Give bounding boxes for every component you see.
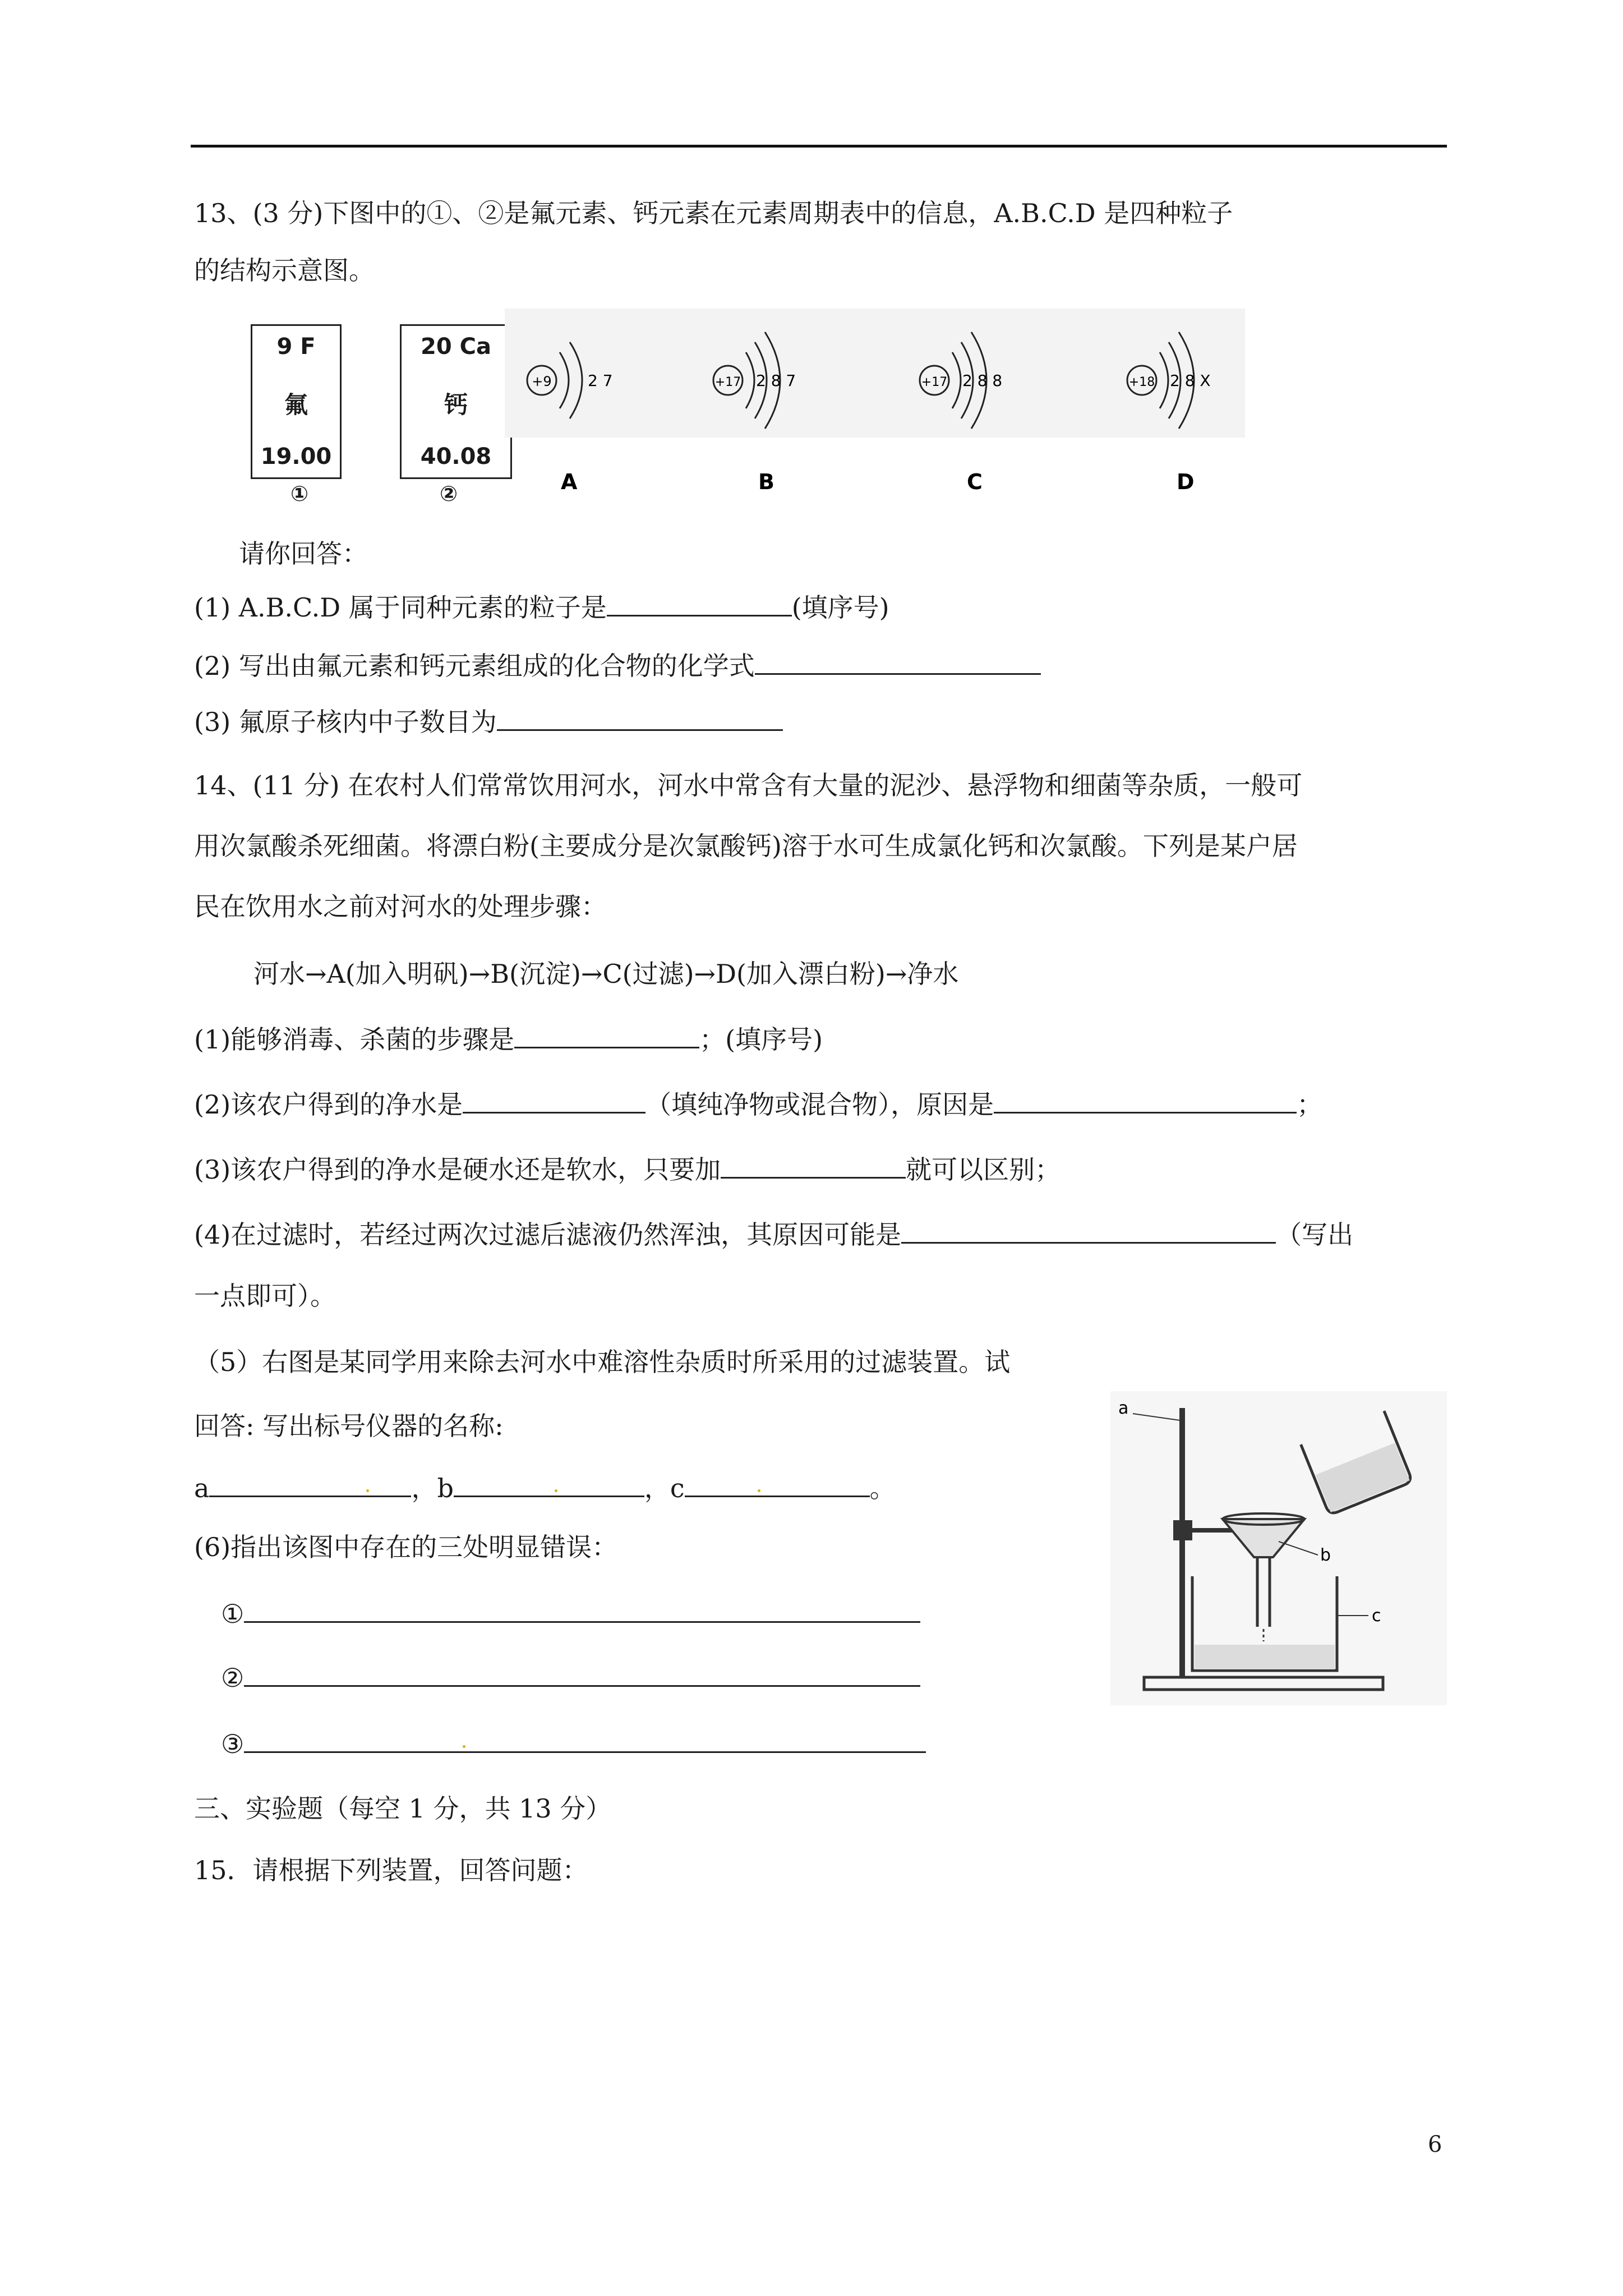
mark-dot xyxy=(366,1489,369,1492)
q14-sub1 xyxy=(194,1022,823,1056)
q14-sub2-mid: （填纯净物或混合物），原因是 xyxy=(645,1089,994,1120)
q14-error-2 xyxy=(221,1660,920,1695)
q13-sub1-text: (1) A.B.C.D 属于同种元素的粒子是 xyxy=(194,592,607,623)
header-rule xyxy=(191,145,1447,148)
particle-label-C: C xyxy=(967,470,983,494)
element-name: 钙 xyxy=(444,391,468,418)
particle-label-B: B xyxy=(758,470,774,494)
answer-blank-q14-2b[interactable] xyxy=(994,1087,1297,1114)
nucleus-charge: +17 xyxy=(714,375,741,389)
answer-blank-instrument-a[interactable] xyxy=(209,1471,411,1497)
q13-sub3 xyxy=(194,705,783,739)
figure-label-a: a xyxy=(1118,1398,1129,1418)
q15-text: 15．请根据下列装置，回答问题： xyxy=(194,1855,588,1885)
answer-blank-q14-1[interactable] xyxy=(514,1022,699,1048)
page-number: 6 xyxy=(1428,2132,1442,2157)
mark-dot xyxy=(758,1489,760,1492)
element-number-symbol: 9 F xyxy=(276,334,316,360)
answer-blank-q13-2[interactable] xyxy=(755,648,1041,675)
section-3-heading: 三、实验题（每空 1 分，共 13 分） xyxy=(194,1793,612,1824)
q14-sub6: (6)指出该图中存在的三处明显错误： xyxy=(194,1532,618,1562)
filtration-apparatus-figure xyxy=(1110,1391,1447,1705)
q14-sub3-suffix: 就可以区别； xyxy=(906,1154,1061,1185)
diagram-background xyxy=(505,309,1245,438)
q14-sub2-text: (2)该农户得到的净水是 xyxy=(194,1089,463,1120)
mark-dot xyxy=(555,1489,557,1492)
element-mass: 40.08 xyxy=(420,444,492,470)
q14-sub3 xyxy=(194,1152,1061,1186)
answer-blank-q14-2a[interactable] xyxy=(463,1087,645,1114)
error-marker-3: ③ xyxy=(221,1729,245,1759)
shell-electrons: 2 8 8 xyxy=(962,371,1003,390)
answer-blank-q14-4[interactable] xyxy=(901,1217,1276,1244)
answer-blank-error-2[interactable] xyxy=(244,1660,920,1687)
q14-sub3-text: (3)该农户得到的净水是硬水还是软水，只要加 xyxy=(194,1154,721,1185)
element-label-1: ① xyxy=(291,481,309,506)
nucleus-charge: +18 xyxy=(1128,375,1155,389)
q14-para2: 用次氯酸杀死细菌。将漂白粉(主要成分是次氯酸钙)溶于水可生成氯化钙和次氯酸。下列是某户居 xyxy=(194,831,1298,861)
q14-error-1 xyxy=(221,1596,920,1631)
q13-sub2 xyxy=(194,648,1041,683)
error-marker-1: ① xyxy=(221,1599,245,1629)
element-mass: 19.00 xyxy=(260,444,332,470)
q14-sub4-suffix: （写出 xyxy=(1276,1220,1354,1250)
q14-sub5-line2: 回答: 写出标号仪器的名称: xyxy=(194,1411,504,1441)
q13-sub2-text: (2) 写出由氟元素和钙元素组成的化合物的化学式 xyxy=(194,651,755,681)
answer-blank-error-1[interactable] xyxy=(244,1596,920,1623)
particle-label-A: A xyxy=(561,470,578,494)
q14-error-3 xyxy=(221,1727,926,1761)
shell-electrons: 2 8 X xyxy=(1170,371,1211,390)
clamp-boss xyxy=(1173,1520,1192,1540)
q14-steps: 河水→A(加入明矾)→B(沉淀)→C(过滤)→D(加入漂白粉)→净水 xyxy=(253,959,959,989)
q14-sub5-line1: （5）右图是某同学用来除去河水中难溶性杂质时所采用的过滤装置。试 xyxy=(194,1347,1011,1377)
q13-prompt: 请你回答： xyxy=(239,539,368,569)
q14-sub2-end: ； xyxy=(1297,1089,1323,1120)
filtrate-liquid xyxy=(1195,1645,1335,1669)
answer-blank-instrument-c[interactable] xyxy=(685,1471,870,1497)
element-name: 氟 xyxy=(284,391,308,418)
shell-electrons: 2 8 7 xyxy=(756,371,796,390)
answer-blank-q13-1[interactable] xyxy=(607,590,792,616)
q13-sub1-suffix: (填序号) xyxy=(791,592,889,623)
particle-label-D: D xyxy=(1177,470,1195,494)
q14-sub1-suffix: ；(填序号) xyxy=(699,1024,823,1055)
q13-line1: 13、(3 分)下图中的①、②是氟元素、钙元素在元素周期表中的信息，A.B.C.D 是四种粒子 xyxy=(194,198,1233,228)
answer-blank-error-3[interactable] xyxy=(244,1727,926,1753)
q13-line2: 的结构示意图。 xyxy=(194,255,375,286)
q14-sub5-line3 xyxy=(194,1471,896,1505)
q14-sub1-text: (1)能够消毒、杀菌的步骤是 xyxy=(194,1024,515,1055)
q14-sub4 xyxy=(194,1217,1353,1251)
q14-sub4-cont: 一点即可）。 xyxy=(194,1281,336,1311)
label-c: ，c xyxy=(644,1473,685,1503)
answer-blank-instrument-b[interactable] xyxy=(454,1471,644,1497)
q14-sub2 xyxy=(194,1087,1322,1121)
nucleus-charge: +9 xyxy=(532,374,552,389)
sentence-end: 。 xyxy=(869,1473,896,1503)
q14-para1: 14、(11 分) 在农村人们常常饮用河水，河水中常含有大量的泥沙、悬浮物和细菌等杂质，一般可 xyxy=(194,770,1303,800)
answer-blank-q14-3[interactable] xyxy=(721,1152,906,1179)
label-a: a xyxy=(194,1473,210,1503)
particle-diagrams xyxy=(505,309,1245,499)
label-b: ，b xyxy=(411,1473,454,1503)
q14-para3: 民在饮用水之前对河水的处理步骤： xyxy=(194,891,607,922)
error-marker-2: ② xyxy=(221,1663,245,1693)
element-label-2: ② xyxy=(440,481,458,506)
element-number-symbol: 20 Ca xyxy=(421,334,491,360)
nucleus-charge: +17 xyxy=(921,375,948,389)
shell-electrons: 2 7 xyxy=(588,371,613,390)
element-card-fluorine xyxy=(251,324,342,479)
q13-sub3-text: (3) 氟原子核内中子数目为 xyxy=(194,707,497,737)
mark-dot xyxy=(463,1745,465,1748)
q14-sub4-text: (4)在过滤时，若经过两次过滤后滤液仍然浑浊，其原因可能是 xyxy=(194,1220,902,1250)
answer-blank-q13-3[interactable] xyxy=(497,705,783,731)
q13-sub1 xyxy=(194,590,889,624)
figure-label-c: c xyxy=(1372,1606,1381,1626)
figure-label-b: b xyxy=(1320,1545,1331,1565)
element-card-calcium xyxy=(400,324,512,479)
